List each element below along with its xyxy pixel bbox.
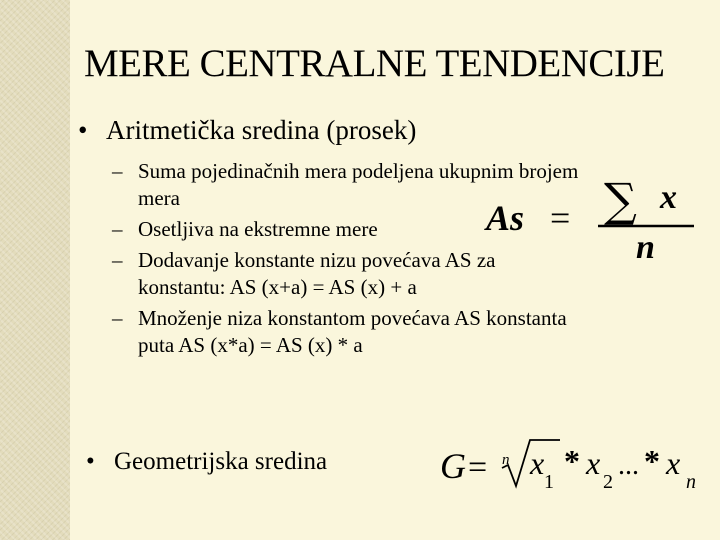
formula-sum-symbol: ∑ bbox=[604, 173, 637, 227]
bullet-geometric-mean bbox=[86, 445, 327, 479]
formula-ellipsis: ... bbox=[618, 450, 639, 481]
formula-sub-2: 2 bbox=[603, 471, 613, 493]
sub-item-text: Množenje niza konstantom povećava AS konstanta puta AS (x*a) = AS (x) * a bbox=[138, 306, 567, 357]
formula-root-index: n bbox=[502, 452, 510, 468]
sub-item-text: Osetljiva na ekstremne mere bbox=[138, 217, 378, 241]
formula-term-x2: x bbox=[586, 445, 601, 481]
formula-times: * bbox=[644, 443, 660, 479]
formula-g-lhs: G bbox=[440, 446, 466, 486]
decorative-side-strip bbox=[0, 0, 70, 540]
arithmetic-mean-formula bbox=[480, 160, 700, 270]
formula-equals: = bbox=[550, 198, 571, 238]
sub-marker: – bbox=[112, 248, 123, 272]
bullet-text: Geometrijska sredina bbox=[114, 448, 328, 475]
slide-title: MERE CENTRALNE TENDENCIJE bbox=[84, 42, 665, 85]
formula-term-x1: x bbox=[530, 445, 545, 481]
sub-marker: – bbox=[112, 306, 123, 330]
formula-as-lhs: As bbox=[486, 198, 525, 238]
formula-equals: = bbox=[468, 449, 488, 486]
sub-marker: – bbox=[112, 159, 123, 183]
sub-item-text: Suma pojedinačnih mera podeljena ukupnim brojem mera bbox=[138, 159, 579, 210]
sub-item-text: Dodavanje konstante nizu povećava AS za konstantu: AS (x+a) = AS (x) + a bbox=[138, 248, 496, 299]
geometric-mean-formula bbox=[438, 434, 708, 500]
sub-item-multiplying-constant bbox=[112, 305, 582, 359]
formula-sub-n: n bbox=[686, 471, 696, 493]
formula-term-xn: x bbox=[666, 445, 681, 481]
bullet-text: Aritmetička sredina (prosek) bbox=[106, 115, 417, 145]
bullet-arithmetic-mean bbox=[78, 112, 416, 148]
formula-denominator-n: n bbox=[636, 229, 655, 266]
formula-sub-1: 1 bbox=[544, 471, 554, 493]
formula-numerator-x: x bbox=[660, 179, 677, 216]
formula-times: * bbox=[564, 443, 580, 479]
sub-marker: – bbox=[112, 217, 123, 241]
bullet-marker: • bbox=[86, 448, 95, 475]
bullet-marker: • bbox=[78, 115, 88, 145]
